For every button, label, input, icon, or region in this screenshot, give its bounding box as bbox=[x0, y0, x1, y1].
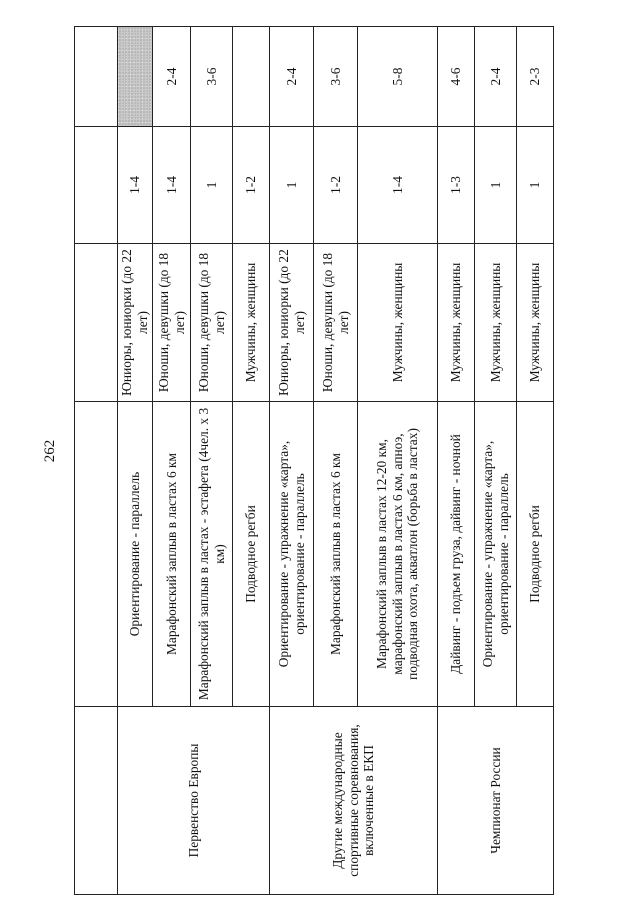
places-cell: 1 bbox=[270, 127, 314, 244]
participants-cell: 3-6 bbox=[191, 27, 233, 127]
discipline-cell: Подводное регби bbox=[233, 402, 270, 707]
places-cell: 1-4 bbox=[153, 127, 191, 244]
places-cell: 1-2 bbox=[233, 127, 270, 244]
competition-cell bbox=[75, 707, 118, 895]
table-row bbox=[438, 27, 475, 895]
discipline-cell: Ориентирование - параллель bbox=[118, 402, 153, 707]
discipline-cell: Подводное регби bbox=[517, 402, 554, 707]
discipline-cell bbox=[75, 402, 118, 707]
discipline-cell: Ориентирование - упражнение «карта», ориентирование - параллель bbox=[475, 402, 517, 707]
places-cell: 1-3 bbox=[438, 127, 475, 244]
table-row bbox=[270, 27, 314, 895]
places-cell bbox=[75, 127, 118, 244]
participants-cell: 4-6 bbox=[438, 27, 475, 127]
competition-russia: Чемпионат России bbox=[438, 707, 554, 895]
discipline-cell: Дайвинг - подъем груза, дайвинг - ночной bbox=[438, 402, 475, 707]
participants-cell bbox=[75, 27, 118, 127]
places-cell: 1 bbox=[475, 127, 517, 244]
participants-cell-shaded bbox=[118, 27, 153, 127]
page-number: 262 bbox=[42, 439, 58, 463]
group-cell: Юниоры, юниорки (до 22 лет) bbox=[270, 244, 314, 402]
participants-cell: 2-4 bbox=[153, 27, 191, 127]
group-cell bbox=[75, 244, 118, 402]
participants-cell: 3-6 bbox=[314, 27, 358, 127]
discipline-cell: Ориентирование - упражнение «карта», ориентирование - параллель bbox=[270, 402, 314, 707]
discipline-cell: Марафонский заплыв в ластах - эстафета (4чел. х 3 км) bbox=[191, 402, 233, 707]
group-cell: Юноши, девушки (до 18 лет) bbox=[191, 244, 233, 402]
competition-table bbox=[74, 26, 554, 895]
participants-cell bbox=[233, 27, 270, 127]
participants-cell: 2-4 bbox=[270, 27, 314, 127]
discipline-cell: Марафонский заплыв в ластах 12-20 км, марафонский заплыв в ластах 6 км, апноэ, подводная охота, акватлон (борьба в ластах) bbox=[358, 402, 438, 707]
participants-cell: 2-4 bbox=[475, 27, 517, 127]
places-cell: 1-4 bbox=[118, 127, 153, 244]
group-cell: Мужчины, женщины bbox=[233, 244, 270, 402]
group-cell: Мужчины, женщины bbox=[358, 244, 438, 402]
table-row bbox=[118, 27, 153, 895]
places-cell: 1-4 bbox=[358, 127, 438, 244]
participants-cell: 5-8 bbox=[358, 27, 438, 127]
group-cell: Юниоры, юниорки (до 22 лет) bbox=[118, 244, 153, 402]
group-cell: Мужчины, женщины bbox=[475, 244, 517, 402]
participants-cell: 2-3 bbox=[517, 27, 554, 127]
group-cell: Мужчины, женщины bbox=[517, 244, 554, 402]
group-cell: Мужчины, женщины bbox=[438, 244, 475, 402]
places-cell: 1-2 bbox=[314, 127, 358, 244]
places-cell: 1 bbox=[191, 127, 233, 244]
group-cell: Юноши, девушки (до 18 лет) bbox=[153, 244, 191, 402]
discipline-cell: Марафонский заплыв в ластах 6 км bbox=[153, 402, 191, 707]
discipline-cell: Марафонский заплыв в ластах 6 км bbox=[314, 402, 358, 707]
places-cell: 1 bbox=[517, 127, 554, 244]
competition-europe: Первенство Европы bbox=[118, 707, 270, 895]
group-cell: Юноши, девушки (до 18 лет) bbox=[314, 244, 358, 402]
competition-other: Другие международные спортивные соревнования, включенные в ЕКП bbox=[270, 707, 438, 895]
table-row bbox=[75, 27, 118, 895]
